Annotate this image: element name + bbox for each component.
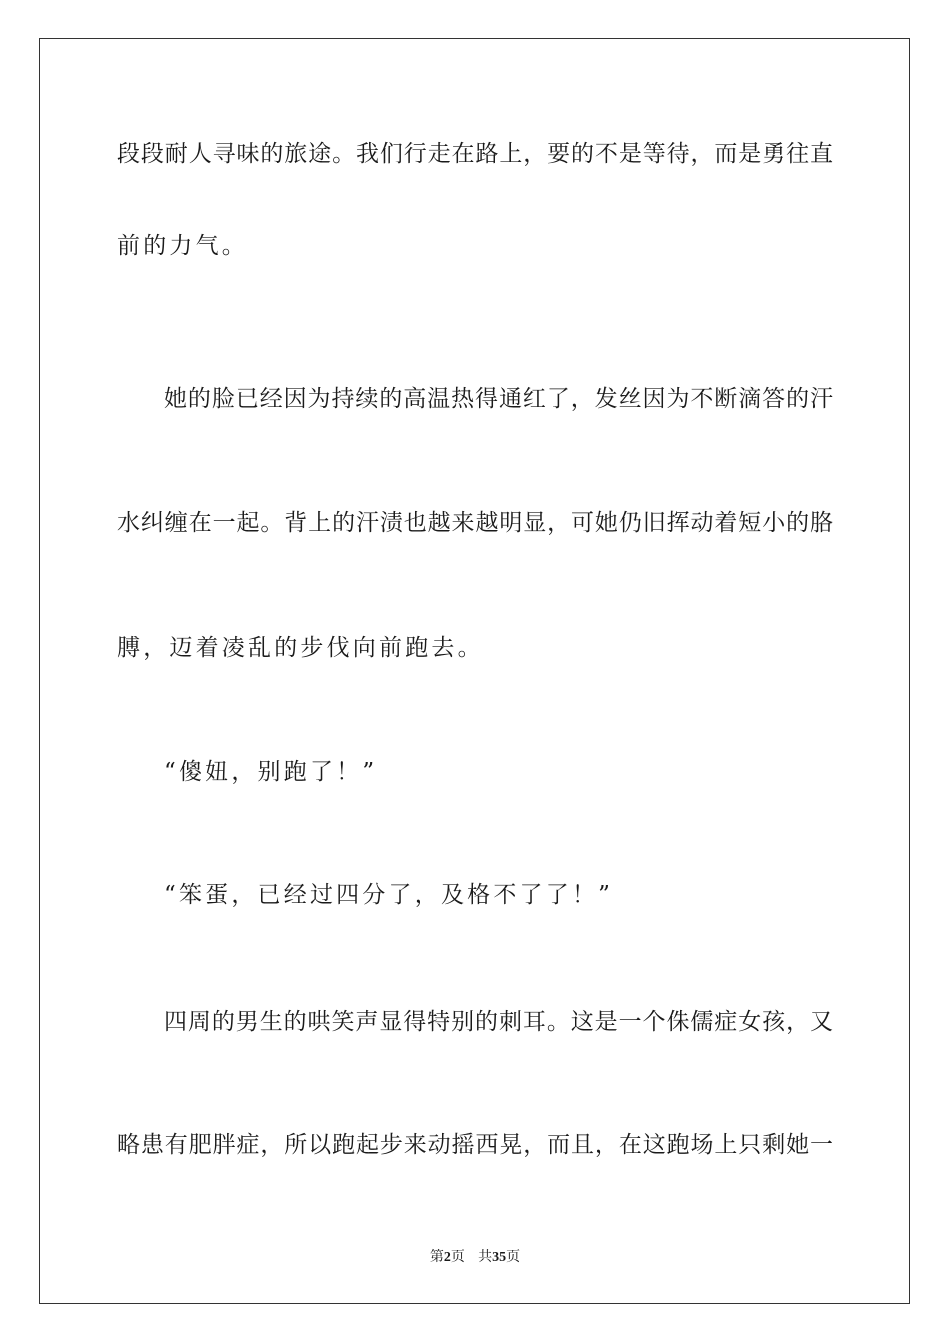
- body-line-2: 前的力气。: [117, 233, 248, 259]
- footer-middle: 页 共: [450, 1249, 493, 1265]
- page-footer: [0, 1247, 950, 1268]
- page-border: [39, 38, 910, 1304]
- body-line-3: 她的脸已经因为持续的高温热得通红了，发丝因为不断滴答的汗: [164, 386, 833, 412]
- footer-prefix: 第: [429, 1249, 444, 1265]
- body-line-5: 膊，迈着凌乱的步伐向前跑去。: [117, 635, 484, 661]
- footer-page-number: 2: [443, 1250, 451, 1265]
- body-line-4: 水纠缠在一起。背上的汗渍也越来越明显，可她仍旧挥动着短小的胳: [117, 510, 833, 536]
- body-line-1: 段段耐人寻味的旅途。我们行走在路上，要的不是等待，而是勇往直: [117, 141, 833, 167]
- body-line-7: “笨蛋，已经过四分了，及格不了了！”: [164, 882, 614, 908]
- footer-total-pages: 35: [492, 1250, 507, 1265]
- body-line-6: “傻妞，别跑了！”: [164, 759, 378, 785]
- body-line-8: 四周的男生的哄笑声显得特别的刺耳。这是一个侏儒症女孩，又: [164, 1009, 833, 1035]
- footer-suffix: 页: [506, 1249, 521, 1265]
- body-line-9: 略患有肥胖症，所以跑起步来动摇西晃，而且，在这跑场上只剩她一: [117, 1132, 833, 1158]
